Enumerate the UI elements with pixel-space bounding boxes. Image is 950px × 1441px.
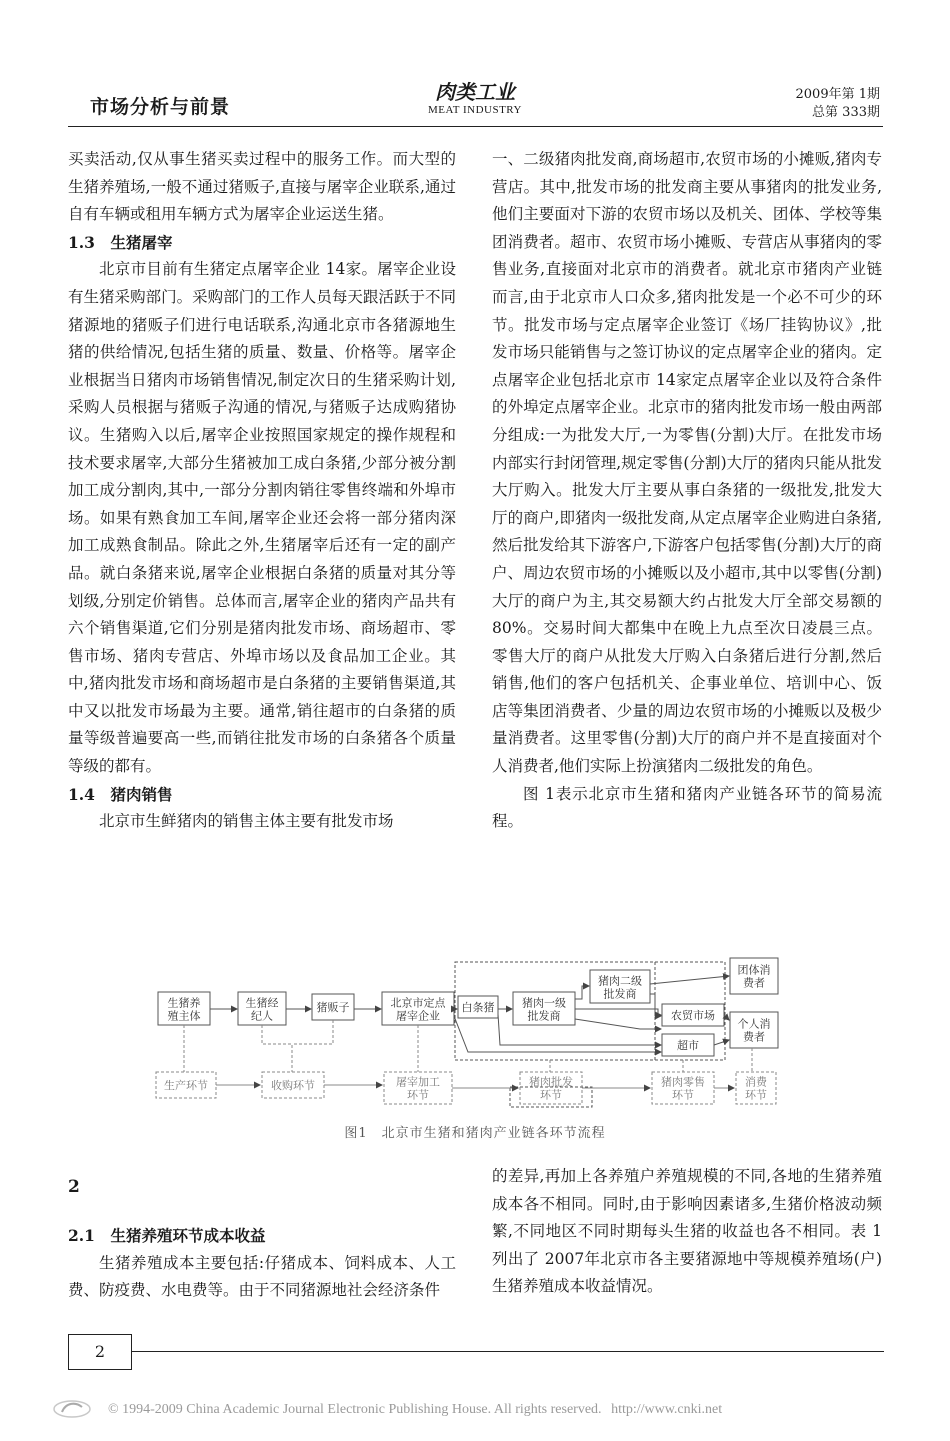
paragraph: 图 1表示北京市生猪和猪肉产业链各环节的简易流程。 [492,784,882,831]
cnki-link[interactable]: http://www.cnki.net [611,1402,723,1417]
text-column-left-bottom [68,1222,456,1305]
flow-label-group: 团体消 [737,963,771,977]
issue-line-2: 总第 333期 [812,105,880,120]
flow-label-individual: 个人消 [737,1017,771,1031]
flow-label-stage-slaughter: 环节 [407,1088,429,1102]
flow-label-wholesale1: 批发商 [527,1009,561,1023]
flow-label-wholesale2: 猪肉二级 [598,974,642,988]
flow-label-wholesale2: 批发商 [603,987,637,1001]
flow-label-stage-retail: 猪肉零售 [661,1075,705,1089]
running-head-section: 市场分析与前景 [90,96,231,118]
flow-label-farm: 生猪养 [167,996,201,1010]
flow-label-stage-buy: 收购环节 [271,1079,315,1092]
footer-copyright [108,1402,728,1418]
paragraph: 生猪养殖成本主要包括:仔猪成本、饲料成本、人工费、防疫费、水电费等。由于不同猪源地社会经济条件 [68,1253,456,1300]
section-heading: 2.1 生猪养殖环节成本收益 [68,1226,266,1245]
footer-rule [132,1351,884,1352]
flow-label-stage-consume: 环节 [745,1088,767,1102]
text-column-left-top [68,146,456,836]
flow-label-broker: 生猪经 [245,996,279,1010]
paragraph: 北京市目前有生猪定点屠宰企业 14家。屠宰企业设有生猪采购部门。采购部门的工作人员每天跟活跃于不同猪源地的猪贩子们进行电话联系,沟通北京市各猪源地生猪的供给情况,包括生猪的质量、数量、价格等。屠宰企业根据当日猪肉市场销售情况,制定次日的生猪采购计划,采购人员根据与猪贩子沟通的情况,与猪贩子达成购猪协议。生猪购入以后,屠宰企业按照国家规定的操作规程和技术要求屠宰,大部分生猪被加工成白条猪,少部分被分割加工成分割肉,其中,一部分分割肉销往零售终端和外埠市场。如果有熟食加工车间,屠宰企业还会将一部分猪肉深加工成熟食制品。除此之外,生猪屠宰后还有一定的副产品。就白条猪来说,屠宰企业根据白条猪的质量对其分等划级,分别定价销售。总体而言,屠宰企业的猪肉产品共有六个销售渠道,它们分别是猪肉批发市场、商场超市、零售市场、猪肉专营店、外埠市场以及食品加工企业。其中,猪肉批发市场和商场超市是白条猪的主要销售渠道,其中又以批发市场最为主要。通常,销往超市的白条猪的质量等级普遍要高一些,而销往批发市场的白条猪各个质量等级的都有。 [68,260,456,776]
flowchart-figure [150,954,790,1114]
text-column-right-bottom [492,1163,882,1301]
flow-label-individual: 费者 [743,1030,765,1044]
text-column-right-top [492,146,882,836]
flow-label-market: 农贸市场 [671,1009,715,1022]
section-2-heading: 2 [68,1177,80,1197]
issue-info [780,86,880,122]
paragraph: 买卖活动,仅从事生猪买卖过程中的服务工作。而大型的生猪养殖场,一般不通过猪贩子,直接与屠宰企业联系,通过自有车辆或租用车辆方式为屠宰企业运送生猪。 [68,150,456,224]
flow-label-stage-prod: 生产环节 [164,1079,208,1092]
flow-label-broker: 纪人 [251,1009,273,1023]
paragraph: 的差异,再加上各养殖户养殖规模的不同,各地的生猪养殖成本各不相同。同时,由于影响因素诸多,生猪价格波动频繁,不同地区不同时期每头生猪的收益也各不相同。表 1列出了 2007年北京市各主要猪源地中等规模养殖场(户)生猪养殖成本收益情况。 [492,1167,882,1296]
flow-label-slaughter: 北京市定点 [390,996,446,1010]
flow-label-supermarket: 超市 [677,1039,699,1052]
header-rule [68,126,883,127]
flow-label-stage-wholesale: 环节 [540,1088,562,1102]
copyright-text: © 1994-2009 China Academic Journal Electronic Publishing House. All rights reserved. [108,1402,602,1417]
flow-label-stage-retail: 环节 [672,1088,694,1102]
paragraph: 北京市生鲜猪肉的销售主体主要有批发市场 [99,812,394,831]
flow-label-stage-wholesale: 猪肉批发 [529,1075,573,1089]
paragraph: 一、二级猪肉批发商,商场超市,农贸市场的小摊贩,猪肉专营店。其中,批发市场的批发商主要从事猪肉的批发业务,他们主要面对下游的农贸市场以及机关、团体、学校等集团消费者。超市、农贸市场小摊贩、专营店从事猪肉的零售业务,直接面对北京市的消费者。就北京市猪肉产业链而言,由于北京市人口众多,猪肉批发是一个必不可少的环节。批发市场与定点屠宰企业签订《场厂挂钩协议》,批发市场只能销售与之签订协议的定点屠宰企业的猪肉。定点屠宰企业包括北京市 14家定点屠宰企业以及符合条件的外埠定点屠宰企业。北京市的猪肉批发市场一般由两部分组成:一为批发大厅,一为零售(分割)大厅。在批发市场内部实行封闭管理,规定零售(分割)大厅的猪肉只能从批发大厅购入。批发大厅主要从事白条猪的一级批发,批发大厅的商户,即猪肉一级批发商,从定点屠宰企业购进白条猪,然后批发给其下游客户,下游客户包括零售(分割)大厅的商户、周边农贸市场的小摊贩以及小超市,其中以零售(分割)大厅的商户为主,其交易额大约占批发大厅全部交易额的 80%。交易时间大都集中在晚上九点至次日凌晨三点。零售大厅的商户从批发大厅购入白条猪后进行分割,然后销售,他们的客户包括机关、企事业单位、培训中心、饭店等集团消费者、少量的周边农贸市场的小摊贩以及极少量消费者。这里零售(分割)大厅的商户并不是直接面对个人消费者,他们实际上扮演猪肉二级批发的角色。 [492,150,882,776]
journal-logo: 肉类工业 [435,80,515,104]
flow-label-slaughter: 屠宰企业 [396,1009,440,1023]
flow-label-carcass: 白条猪 [461,1001,495,1014]
page-number: 2 [68,1334,132,1370]
flow-label-stage-consume: 消费 [745,1075,767,1089]
flow-label-group: 费者 [743,976,765,990]
section-heading: 1.3 生猪屠宰 [68,232,173,252]
section-heading: 1.4 猪肉销售 [68,784,173,804]
cnki-logo-icon [52,1398,92,1420]
figure-caption: 图1 北京市生猪和猪肉产业链各环节流程 [344,1126,606,1141]
issue-line-1: 2009年第 1期 [795,87,880,102]
journal-name-en: MEAT INDUSTRY [427,104,522,116]
flow-label-dealer: 猪贩子 [316,1001,350,1014]
flow-label-wholesale1: 猪肉一级 [522,996,566,1010]
flow-label-stage-slaughter: 屠宰加工 [396,1075,440,1089]
flow-label-farm: 殖主体 [167,1009,201,1023]
